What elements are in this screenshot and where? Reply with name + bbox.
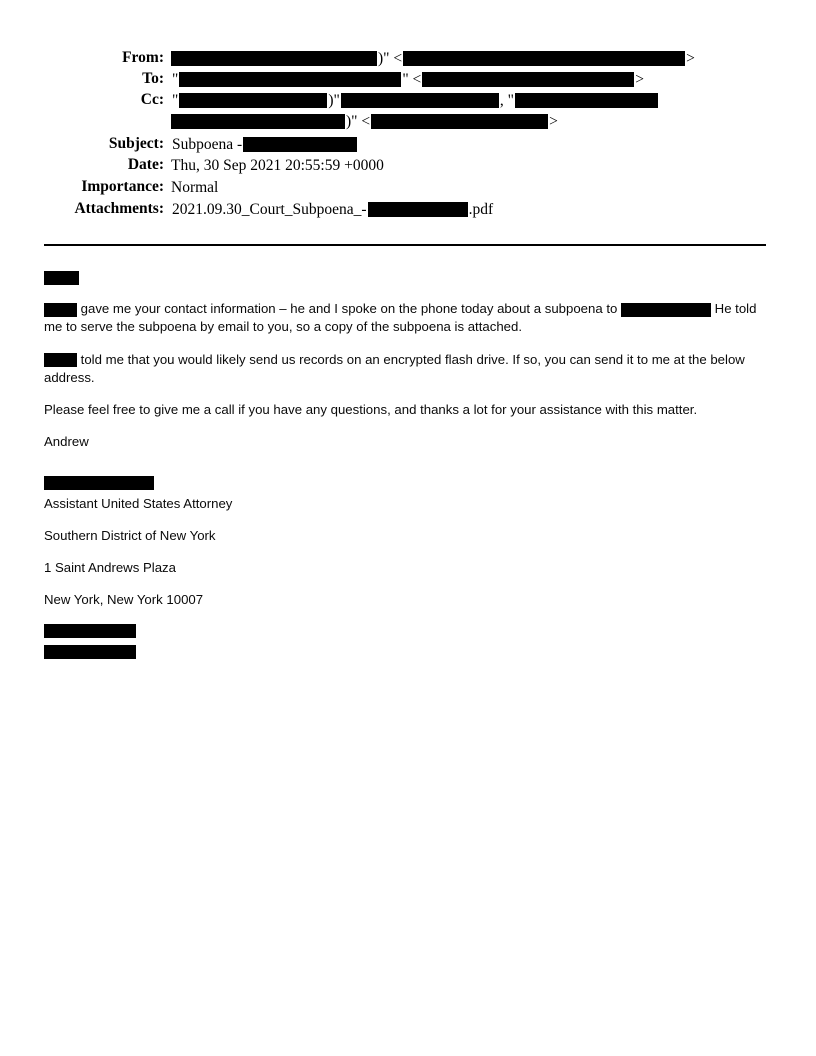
to-label: To:: [142, 70, 164, 87]
redaction-bar: [44, 645, 136, 659]
header-row-date: [44, 157, 768, 175]
signature-contact-redaction-2: [44, 643, 766, 661]
subject-text: Subpoena -: [172, 135, 243, 153]
redaction-bar: [44, 303, 77, 317]
redaction-bar: [371, 114, 548, 129]
header-row-importance: [44, 179, 768, 197]
redaction-bar: [171, 51, 377, 66]
redaction-bar: [368, 202, 468, 217]
cc-label: Cc:: [140, 91, 164, 108]
paragraph-2-text: told me that you would likely send us records on an encrypted flash drive. If so, you can send it to me at the below address.: [44, 351, 745, 385]
to-text-1: " <: [402, 70, 422, 88]
importance-label: Importance:: [81, 178, 164, 195]
redaction-bar: [403, 51, 685, 66]
signature-city-state-zip: New York, New York 10007: [44, 592, 204, 608]
subject-label: Subject:: [108, 135, 164, 152]
redaction-bar: [515, 93, 658, 108]
importance-value: Normal: [171, 179, 219, 196]
signature-contact-redaction-1: [44, 622, 766, 640]
redaction-bar: [44, 271, 79, 285]
cc-text-1: )": [328, 91, 340, 109]
body-paragraph-2: [44, 351, 766, 387]
date-label: Date:: [127, 156, 164, 173]
to-text-0: ": [172, 70, 179, 88]
body-paragraph-1: [44, 300, 766, 336]
header-row-from: [44, 50, 768, 67]
attachment-extension: .pdf: [468, 200, 494, 218]
redaction-bar: [44, 476, 154, 490]
cc-value: [171, 92, 768, 109]
email-body: [44, 246, 766, 661]
paragraph-1-text-after: He told me to serve the subpoena by email to you, so a copy of the subpoena is attached.: [44, 301, 757, 335]
redaction-bar: [621, 303, 711, 317]
redaction-bar: [179, 72, 401, 87]
greeting-line: [44, 268, 766, 286]
header-row-to: [44, 71, 768, 88]
email-header: [44, 50, 768, 218]
from-label: From:: [122, 49, 164, 66]
header-row-cc-continued: [44, 113, 768, 130]
signature-street: 1 Saint Andrews Plaza: [44, 560, 176, 576]
header-row-cc: [44, 92, 768, 109]
redaction-bar: [422, 72, 634, 87]
header-row-subject: [44, 136, 768, 153]
cc-cont-text-2: >: [549, 112, 558, 130]
to-text-2: >: [635, 70, 645, 88]
attachments-value: [171, 201, 768, 218]
redaction-bar: [171, 114, 345, 129]
redaction-bar: [44, 353, 77, 367]
redaction-bar: [179, 93, 327, 108]
attachments-label: Attachments:: [74, 200, 164, 217]
body-paragraph-3: Please feel free to give me a call if you have any questions, and thanks a lot for your assistance with this matter.: [44, 402, 698, 418]
attachment-name-prefix: 2021.09.30_Court_Subpoena_-: [172, 200, 367, 218]
from-text-1: )" <: [378, 49, 403, 67]
cc-cont-text-1: )" <: [346, 112, 371, 130]
paragraph-1-text-before: gave me your contact information – he and I spoke on the phone today about a subpoena to: [77, 301, 621, 317]
date-value: Thu, 30 Sep 2021 20:55:59 +0000: [171, 157, 384, 174]
redaction-bar: [243, 137, 357, 152]
signature-office: Southern District of New York: [44, 527, 216, 543]
from-text-2: >: [686, 49, 695, 67]
cc-text-2: , ": [499, 91, 514, 109]
redaction-bar: [44, 624, 136, 638]
signature-title: Assistant United States Attorney: [44, 495, 233, 511]
cc-continued-value: [171, 113, 768, 130]
signoff-name: Andrew: [44, 434, 89, 450]
subject-value: [171, 136, 768, 153]
signature-name-redaction: [44, 474, 766, 492]
cc-text-0: ": [172, 91, 179, 109]
redaction-bar: [341, 93, 499, 108]
from-value: [171, 50, 768, 67]
to-value: [171, 71, 768, 88]
header-row-attachments: [44, 201, 768, 218]
